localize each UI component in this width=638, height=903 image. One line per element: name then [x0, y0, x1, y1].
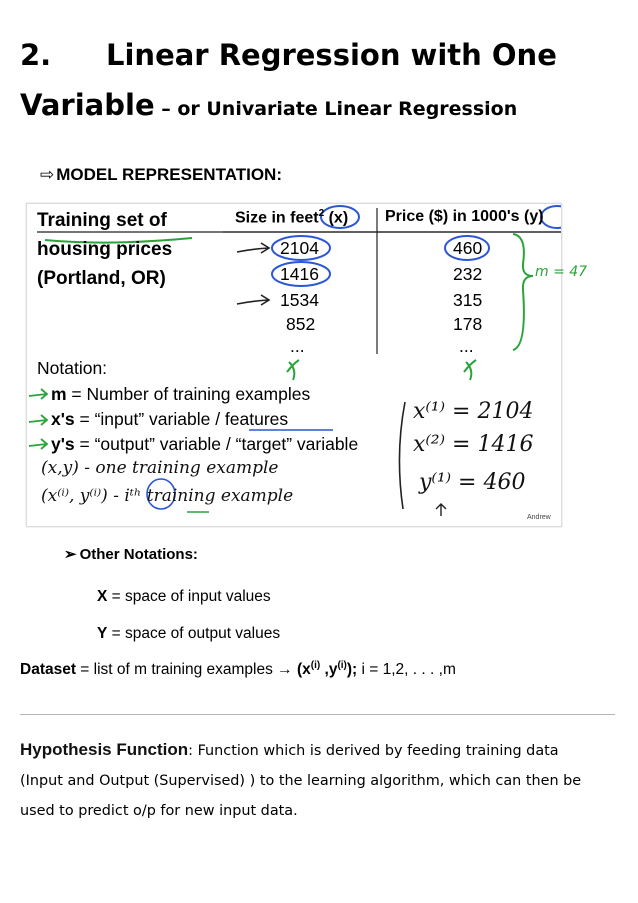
price-row-4: 178 [453, 314, 483, 334]
eq-up-arrow [436, 504, 446, 516]
right-arrow-icon: → [277, 661, 293, 679]
dataset-sup-2: (i) [337, 660, 347, 671]
dataset-line [20, 660, 456, 679]
hypothesis-paragraph [20, 735, 600, 826]
notation-m-text: = Number of training examples [66, 384, 311, 404]
slide-heading-3: (Portland, OR) [37, 268, 166, 289]
hypothesis-label: Hypothesis Function [20, 740, 189, 759]
page-title [20, 30, 620, 134]
notation-x-key: x's [51, 409, 75, 429]
dataset-pair-open: (x [292, 661, 311, 679]
title-line1: Linear Regression with One [106, 38, 557, 72]
m-note: m = 47 [535, 264, 588, 280]
section-heading [40, 165, 282, 185]
other-notations-label: Other Notations: [79, 546, 198, 563]
notation-y-text: = “output” variable / “target” variable [74, 434, 359, 454]
size-row-1: 2104 [280, 238, 319, 258]
dataset-label: Dataset [20, 661, 76, 679]
dataset-text: = list of m training examples [76, 661, 278, 679]
hw-eq-x1: x⁽¹⁾ = 2104 [413, 399, 534, 424]
section-label: MODEL REPRESENTATION: [56, 165, 282, 184]
y-space-text: = space of output values [107, 625, 281, 642]
col1-header [235, 208, 348, 227]
green-arrow-y [29, 439, 47, 449]
notation-y [51, 434, 358, 455]
right-arrow-icon: ⇨ [40, 165, 55, 184]
eq-bracket [399, 402, 405, 509]
col1-header-var: (x) [328, 209, 349, 227]
dataset-pair-close: ); [346, 661, 358, 679]
notation-y-key: y's [51, 434, 75, 454]
slide-credit: Andrew [527, 514, 551, 521]
size-row-5: ... [290, 336, 305, 356]
row-arrow-1 [237, 243, 269, 253]
size-row-4: 852 [286, 314, 316, 334]
x-space-symbol: X [97, 588, 108, 605]
x-space-text: = space of input values [107, 588, 271, 605]
arrowhead-bullet-icon: ➢ [64, 546, 77, 563]
col1-header-text: Size in feet [235, 209, 319, 227]
dataset-sup-1: (i) [310, 660, 321, 671]
hypothesis-text: Function which is derived by feeding training data (Input and Output (Supervised) ) to the learning algorithm, which can then be used to predict o/p for new input data. [20, 743, 582, 819]
y-space-symbol: Y [97, 625, 108, 642]
notation-x-text: = “input” variable / features [74, 409, 289, 429]
notation-m [51, 384, 310, 405]
y-space-line [97, 625, 280, 643]
dataset-range: i = 1,2, . . . ,m [357, 661, 456, 679]
dataset-pair-mid: ,y [320, 661, 338, 679]
row-arrow-2 [237, 295, 269, 305]
hw-eq-x2: x⁽²⁾ = 1416 [413, 432, 534, 457]
price-row-5: ... [459, 336, 474, 356]
size-row-2: 1416 [280, 264, 319, 284]
col2-header-text: Price ($) in 1000's [385, 208, 520, 225]
size-row-3: 1534 [280, 290, 319, 310]
circle-y-label [541, 206, 561, 228]
hw-ith-example: (x⁽ⁱ⁾, y⁽ⁱ⁾) - iᵗʰ training example [41, 486, 294, 506]
green-brace [513, 234, 533, 350]
other-notations-heading [64, 545, 198, 563]
section-divider [20, 714, 615, 715]
title-line2-main: Variable [20, 88, 155, 122]
green-arrow-m [29, 389, 47, 399]
hw-eq-y1: y⁽¹⁾ = 460 [419, 470, 526, 495]
col2-header-var: (y) [524, 208, 544, 225]
lecture-slide [26, 203, 588, 527]
notation-title: Notation: [37, 358, 108, 378]
slide-heading-1: Training set of [37, 210, 167, 231]
price-row-1: 460 [453, 238, 483, 258]
col1-header-sup: 2 [318, 208, 325, 219]
up-arrow-y [464, 360, 476, 380]
price-row-2: 232 [453, 264, 483, 284]
col2-header [385, 208, 544, 226]
hypothesis-colon: : [188, 743, 198, 759]
hw-one-example: (x,y) - one training example [41, 458, 279, 478]
slide-heading-2: housing prices [37, 239, 173, 260]
notation-m-key: m [51, 384, 67, 404]
notation-x [51, 409, 288, 430]
up-arrow-x [287, 360, 299, 380]
x-space-line [97, 588, 271, 606]
title-number: 2. [20, 38, 52, 72]
title-line2-rest: – or Univariate Linear Regression [154, 98, 518, 120]
green-arrow-x [29, 415, 47, 425]
price-row-3: 315 [453, 290, 483, 310]
